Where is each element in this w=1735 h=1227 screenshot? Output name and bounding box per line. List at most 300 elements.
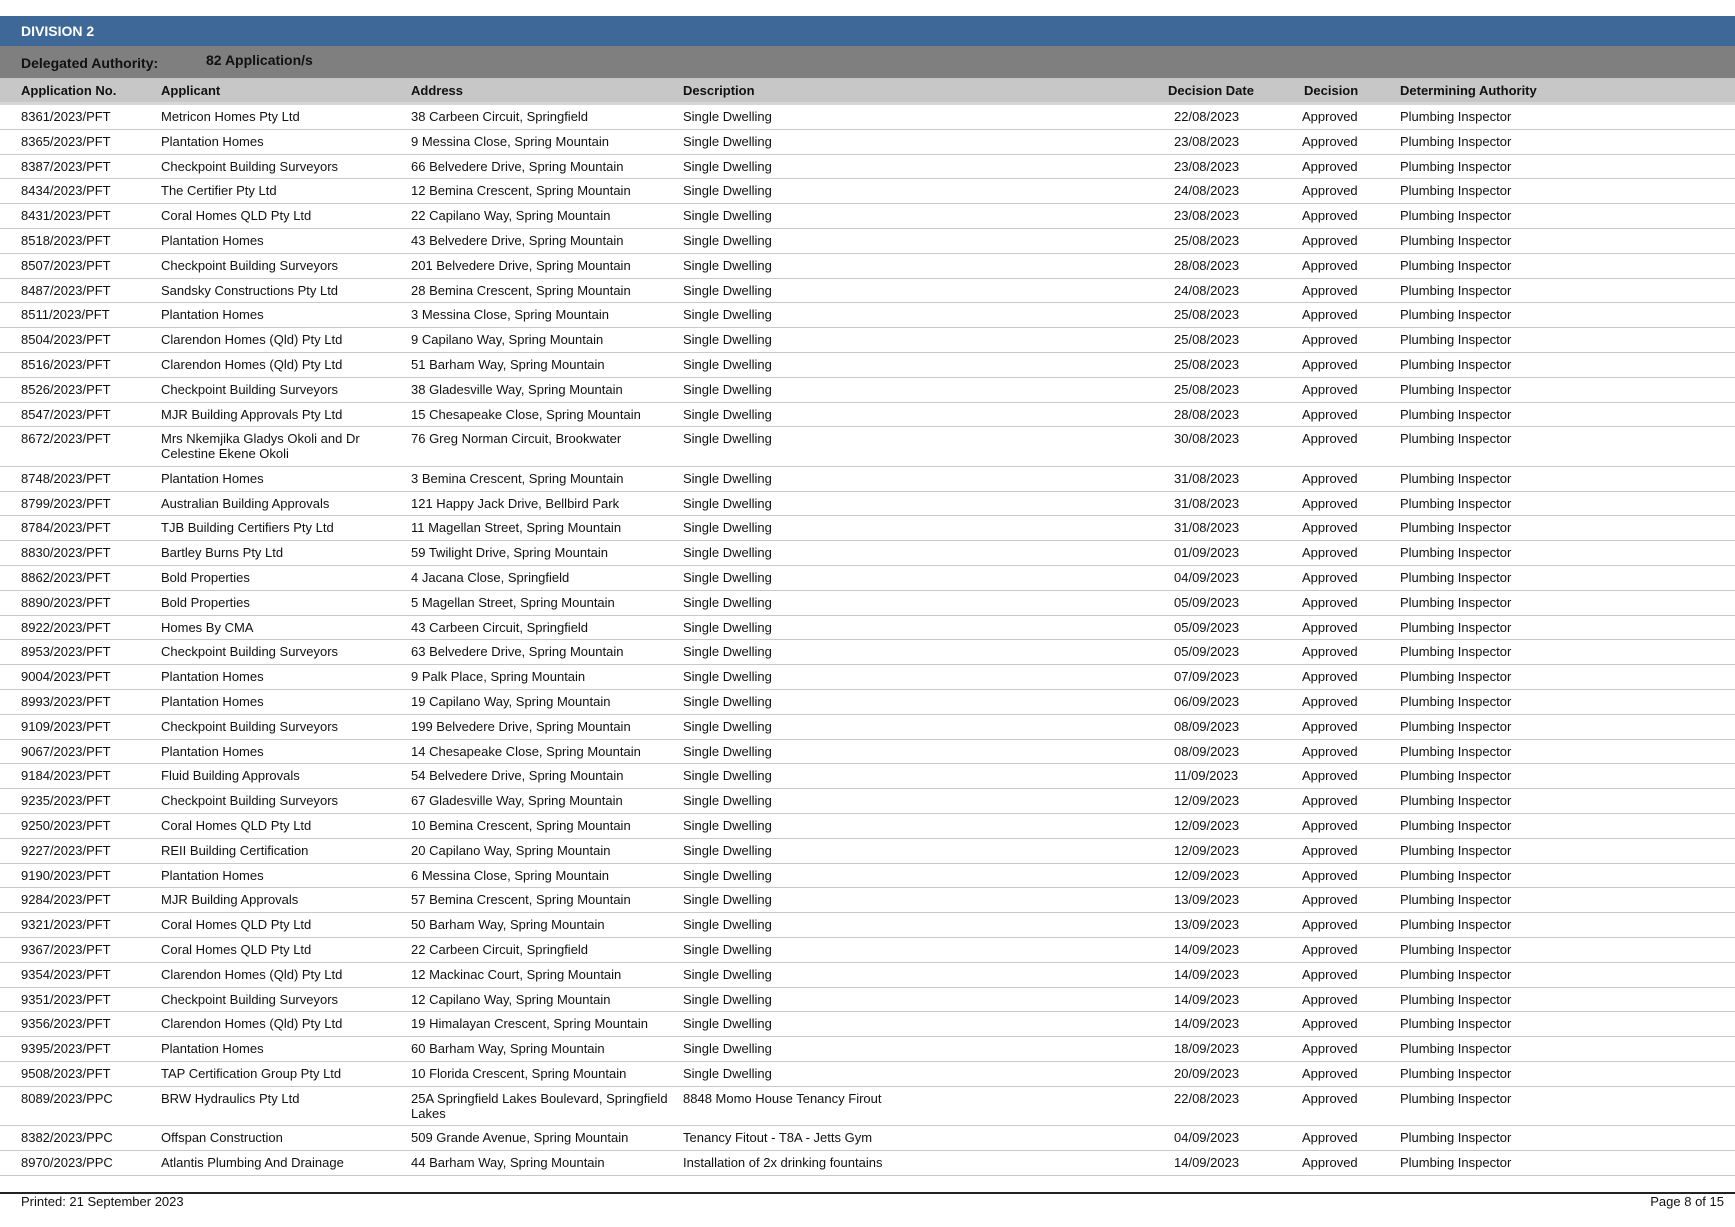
cell-decision: Approved bbox=[1302, 470, 1358, 486]
table-row bbox=[0, 467, 1735, 492]
cell-decision-date: 25/08/2023 bbox=[1174, 381, 1240, 397]
table-row bbox=[0, 403, 1735, 428]
cell-application-no: 9250/2023/PFT bbox=[21, 818, 111, 834]
cell-determining-authority: Plumbing Inspector bbox=[1400, 694, 1512, 710]
cell-decision-date: 28/08/2023 bbox=[1174, 406, 1240, 422]
column-header-decision: Decision bbox=[1304, 83, 1359, 98]
cell-decision-date: 14/09/2023 bbox=[1174, 966, 1240, 982]
cell-decision: Approved bbox=[1302, 232, 1358, 248]
cell-address: 22 Carbeen Circuit, Springfield bbox=[411, 942, 589, 957]
cell-determining-authority: Plumbing Inspector bbox=[1400, 158, 1512, 174]
cell-application-no: 8387/2023/PFT bbox=[21, 158, 111, 174]
table-row bbox=[0, 913, 1735, 938]
cell-determining-authority: Plumbing Inspector bbox=[1400, 232, 1512, 248]
cell-application-no: 8784/2023/PFT bbox=[21, 520, 111, 536]
cell-application-no: 8504/2023/PFT bbox=[21, 332, 111, 348]
cell-description: Single Dwelling bbox=[683, 307, 772, 323]
table-row bbox=[0, 814, 1735, 839]
cell-application-no: 8672/2023/PFT bbox=[21, 431, 111, 447]
cell-description: Single Dwelling bbox=[683, 842, 772, 858]
cell-description: Single Dwelling bbox=[683, 183, 772, 199]
table-row bbox=[0, 130, 1735, 155]
cell-description: Single Dwelling bbox=[683, 917, 772, 933]
cell-applicant: Plantation Homes bbox=[161, 694, 264, 710]
cell-description: Single Dwelling bbox=[683, 570, 772, 586]
cell-decision-date: 08/09/2023 bbox=[1174, 743, 1240, 759]
cell-application-no: 8431/2023/PFT bbox=[21, 208, 111, 224]
cell-description: Tenancy Fitout - T8A - Jetts Gym bbox=[683, 1130, 873, 1146]
cell-decision-date: 25/08/2023 bbox=[1174, 332, 1240, 348]
cell-address: 44 Barham Way, Spring Mountain bbox=[411, 1155, 605, 1171]
cell-determining-authority: Plumbing Inspector bbox=[1400, 1041, 1512, 1057]
cell-determining-authority: Plumbing Inspector bbox=[1400, 892, 1512, 908]
cell-applicant: Clarendon Homes (Qld) Pty Ltd bbox=[161, 332, 343, 348]
cell-application-no: 9004/2023/PFT bbox=[21, 669, 111, 685]
cell-decision-date: 25/08/2023 bbox=[1174, 356, 1240, 372]
cell-decision-date: 12/09/2023 bbox=[1174, 818, 1240, 834]
cell-decision: Approved bbox=[1302, 619, 1358, 635]
cell-address: 51 Barham Way, Spring Mountain bbox=[411, 356, 605, 372]
cell-applicant: Plantation Homes bbox=[161, 743, 264, 759]
cell-determining-authority: Plumbing Inspector bbox=[1400, 183, 1512, 199]
cell-address: 38 Carbeen Circuit, Springfield bbox=[411, 109, 589, 124]
cell-application-no: 9351/2023/PFT bbox=[21, 991, 111, 1007]
cell-address: 76 Greg Norman Circuit, Brookwater bbox=[411, 431, 622, 447]
table-row bbox=[0, 864, 1735, 889]
cell-determining-authority: Plumbing Inspector bbox=[1400, 1016, 1512, 1032]
cell-application-no: 8516/2023/PFT bbox=[21, 356, 111, 372]
cell-address: 66 Belvedere Drive, Spring Mountain bbox=[411, 158, 624, 174]
cell-application-no: 8507/2023/PFT bbox=[21, 257, 111, 273]
cell-description: Single Dwelling bbox=[683, 133, 772, 149]
cell-decision-date: 25/08/2023 bbox=[1174, 307, 1240, 323]
cell-applicant: Plantation Homes bbox=[161, 867, 264, 883]
cell-description: Single Dwelling bbox=[683, 232, 772, 248]
cell-address: 4 Jacana Close, Springfield bbox=[411, 570, 570, 586]
cell-applicant: MJR Building Approvals Pty Ltd bbox=[161, 406, 343, 422]
cell-applicant: Checkpoint Building Surveyors bbox=[161, 158, 339, 174]
cell-application-no: 8953/2023/PFT bbox=[21, 644, 111, 660]
cell-applicant: Plantation Homes bbox=[161, 232, 264, 248]
cell-application-no: 9235/2023/PFT bbox=[21, 793, 111, 809]
cell-description: Single Dwelling bbox=[683, 208, 772, 224]
cell-determining-authority: Plumbing Inspector bbox=[1400, 332, 1512, 348]
cell-description: Single Dwelling bbox=[683, 495, 772, 511]
cell-applicant: Clarendon Homes (Qld) Pty Ltd bbox=[161, 966, 343, 982]
cell-application-no: 9356/2023/PFT bbox=[21, 1016, 111, 1032]
cell-decision: Approved bbox=[1302, 282, 1358, 298]
cell-decision-date: 31/08/2023 bbox=[1174, 495, 1240, 511]
cell-application-no: 8361/2023/PFT bbox=[21, 109, 111, 124]
cell-applicant: Fluid Building Approvals bbox=[161, 768, 300, 784]
cell-decision: Approved bbox=[1302, 991, 1358, 1007]
applications-table-body bbox=[0, 105, 1735, 1176]
table-row bbox=[0, 541, 1735, 566]
cell-decision: Approved bbox=[1302, 1090, 1358, 1106]
cell-decision-date: 22/08/2023 bbox=[1174, 109, 1240, 124]
table-row bbox=[0, 328, 1735, 353]
cell-decision-date: 05/09/2023 bbox=[1174, 619, 1240, 635]
cell-decision: Approved bbox=[1302, 406, 1358, 422]
cell-decision-date: 11/09/2023 bbox=[1174, 768, 1239, 784]
cell-determining-authority: Plumbing Inspector bbox=[1400, 356, 1512, 372]
cell-decision-date: 28/08/2023 bbox=[1174, 257, 1240, 273]
cell-description: Single Dwelling bbox=[683, 991, 772, 1007]
cell-address: 38 Gladesville Way, Spring Mountain bbox=[411, 381, 623, 397]
cell-address: 22 Capilano Way, Spring Mountain bbox=[411, 208, 611, 224]
cell-decision-date: 14/09/2023 bbox=[1174, 991, 1240, 1007]
page-number: Page 8 of 15 bbox=[1650, 1194, 1724, 1209]
cell-address: 15 Chesapeake Close, Spring Mountain bbox=[411, 406, 641, 422]
cell-applicant: Bold Properties bbox=[161, 570, 250, 586]
cell-decision: Approved bbox=[1302, 520, 1358, 536]
cell-applicant: Clarendon Homes (Qld) Pty Ltd bbox=[161, 356, 343, 372]
footer-divider bbox=[0, 1192, 1735, 1194]
table-row bbox=[0, 740, 1735, 765]
cell-application-no: 9508/2023/PFT bbox=[21, 1065, 111, 1081]
cell-applicant: Australian Building Approvals bbox=[161, 495, 330, 511]
cell-address: 43 Belvedere Drive, Spring Mountain bbox=[411, 232, 624, 248]
cell-decision: Approved bbox=[1302, 669, 1358, 685]
cell-determining-authority: Plumbing Inspector bbox=[1400, 917, 1512, 933]
cell-address: 60 Barham Way, Spring Mountain bbox=[411, 1041, 605, 1057]
cell-decision-date: 13/09/2023 bbox=[1174, 917, 1240, 933]
cell-applicant: Offspan Construction bbox=[161, 1130, 283, 1146]
cell-determining-authority: Plumbing Inspector bbox=[1400, 520, 1512, 536]
cell-application-no: 8993/2023/PFT bbox=[21, 694, 111, 710]
cell-address: 12 Bemina Crescent, Spring Mountain bbox=[411, 183, 631, 199]
cell-decision: Approved bbox=[1302, 1016, 1358, 1032]
cell-decision-date: 04/09/2023 bbox=[1174, 570, 1240, 586]
cell-decision: Approved bbox=[1302, 1065, 1358, 1081]
cell-decision: Approved bbox=[1302, 917, 1358, 933]
table-row bbox=[0, 1087, 1735, 1127]
cell-applicant: Clarendon Homes (Qld) Pty Ltd bbox=[161, 1016, 343, 1032]
cell-address: 63 Belvedere Drive, Spring Mountain bbox=[411, 644, 624, 660]
cell-description: Single Dwelling bbox=[683, 718, 772, 734]
cell-applicant: Checkpoint Building Surveyors bbox=[161, 644, 339, 660]
table-row bbox=[0, 229, 1735, 254]
cell-address: 28 Bemina Crescent, Spring Mountain bbox=[411, 282, 631, 298]
cell-decision: Approved bbox=[1302, 694, 1358, 710]
cell-applicant: REII Building Certification bbox=[161, 842, 309, 858]
cell-decision-date: 22/08/2023 bbox=[1174, 1090, 1240, 1106]
cell-address: 12 Capilano Way, Spring Mountain bbox=[411, 991, 611, 1007]
cell-application-no: 8862/2023/PFT bbox=[21, 570, 111, 586]
cell-decision-date: 12/09/2023 bbox=[1174, 867, 1240, 883]
cell-address: 54 Belvedere Drive, Spring Mountain bbox=[411, 768, 624, 784]
cell-determining-authority: Plumbing Inspector bbox=[1400, 133, 1512, 149]
cell-address: 14 Chesapeake Close, Spring Mountain bbox=[411, 743, 641, 759]
cell-applicant: MJR Building Approvals bbox=[161, 892, 299, 908]
cell-address: 20 Capilano Way, Spring Mountain bbox=[411, 842, 611, 858]
table-row bbox=[0, 789, 1735, 814]
cell-address: 5 Magellan Street, Spring Mountain bbox=[411, 594, 615, 610]
cell-description: Single Dwelling bbox=[683, 1065, 772, 1081]
cell-determining-authority: Plumbing Inspector bbox=[1400, 1090, 1512, 1106]
cell-description: Single Dwelling bbox=[683, 644, 772, 660]
cell-decision: Approved bbox=[1302, 842, 1358, 858]
cell-application-no: 9109/2023/PFT bbox=[21, 718, 111, 734]
cell-application-no: 8434/2023/PFT bbox=[21, 183, 111, 199]
cell-application-no: 9395/2023/PFT bbox=[21, 1041, 111, 1057]
cell-application-no: 8382/2023/PPC bbox=[21, 1130, 113, 1146]
cell-decision: Approved bbox=[1302, 356, 1358, 372]
cell-address: 9 Palk Place, Spring Mountain bbox=[411, 669, 586, 685]
cell-description: Single Dwelling bbox=[683, 768, 772, 784]
cell-address: 199 Belvedere Drive, Spring Mountain bbox=[411, 718, 631, 734]
cell-decision-date: 30/08/2023 bbox=[1174, 431, 1240, 447]
cell-applicant: Checkpoint Building Surveyors bbox=[161, 991, 339, 1007]
cell-description: Single Dwelling bbox=[683, 867, 772, 883]
cell-address: 10 Florida Crescent, Spring Mountain bbox=[411, 1065, 627, 1081]
table-row bbox=[0, 254, 1735, 279]
cell-decision-date: 23/08/2023 bbox=[1174, 133, 1240, 149]
table-row bbox=[0, 279, 1735, 304]
column-header-address: Address bbox=[411, 83, 464, 98]
cell-decision-date: 24/08/2023 bbox=[1174, 282, 1240, 298]
cell-application-no: 8547/2023/PFT bbox=[21, 406, 111, 422]
printed-date: Printed: 21 September 2023 bbox=[21, 1194, 184, 1209]
cell-applicant: Sandsky Constructions Pty Ltd bbox=[161, 282, 339, 298]
cell-description: Single Dwelling bbox=[683, 1041, 772, 1057]
cell-address: 121 Happy Jack Drive, Bellbird Park bbox=[411, 495, 620, 511]
cell-applicant: Coral Homes QLD Pty Ltd bbox=[161, 208, 312, 224]
cell-applicant: Coral Homes QLD Pty Ltd bbox=[161, 818, 312, 834]
cell-determining-authority: Plumbing Inspector bbox=[1400, 381, 1512, 397]
cell-application-no: 9227/2023/PFT bbox=[21, 842, 111, 858]
cell-decision: Approved bbox=[1302, 109, 1358, 124]
cell-determining-authority: Plumbing Inspector bbox=[1400, 495, 1512, 511]
cell-determining-authority: Plumbing Inspector bbox=[1400, 619, 1512, 635]
cell-description: Single Dwelling bbox=[683, 1016, 772, 1032]
table-row bbox=[0, 591, 1735, 616]
cell-determining-authority: Plumbing Inspector bbox=[1400, 545, 1512, 561]
cell-determining-authority: Plumbing Inspector bbox=[1400, 743, 1512, 759]
cell-decision: Approved bbox=[1302, 1130, 1358, 1146]
cell-application-no: 8830/2023/PFT bbox=[21, 545, 111, 561]
cell-description: Single Dwelling bbox=[683, 793, 772, 809]
cell-decision-date: 20/09/2023 bbox=[1174, 1065, 1240, 1081]
cell-decision-date: 13/09/2023 bbox=[1174, 892, 1240, 908]
cell-application-no: 9067/2023/PFT bbox=[21, 743, 111, 759]
cell-decision: Approved bbox=[1302, 793, 1358, 809]
cell-determining-authority: Plumbing Inspector bbox=[1400, 594, 1512, 610]
cell-applicant: BRW Hydraulics Pty Ltd bbox=[161, 1090, 300, 1106]
cell-description: Single Dwelling bbox=[683, 381, 772, 397]
cell-address: 509 Grande Avenue, Spring Mountain bbox=[411, 1130, 629, 1146]
cell-application-no: 8518/2023/PFT bbox=[21, 232, 111, 248]
cell-application-no: 9190/2023/PFT bbox=[21, 867, 111, 883]
cell-address: 9 Capilano Way, Spring Mountain bbox=[411, 332, 604, 348]
table-row bbox=[0, 1012, 1735, 1037]
cell-applicant: Plantation Homes bbox=[161, 307, 264, 323]
cell-decision-date: 14/09/2023 bbox=[1174, 942, 1240, 957]
cell-decision: Approved bbox=[1302, 133, 1358, 149]
cell-decision: Approved bbox=[1302, 1155, 1358, 1171]
cell-decision: Approved bbox=[1302, 644, 1358, 660]
cell-determining-authority: Plumbing Inspector bbox=[1400, 718, 1512, 734]
cell-determining-authority: Plumbing Inspector bbox=[1400, 966, 1512, 982]
cell-decision: Approved bbox=[1302, 966, 1358, 982]
cell-description: Single Dwelling bbox=[683, 743, 772, 759]
cell-description: Single Dwelling bbox=[683, 470, 772, 486]
cell-decision-date: 12/09/2023 bbox=[1174, 842, 1240, 858]
cell-decision-date: 08/09/2023 bbox=[1174, 718, 1240, 734]
table-row bbox=[0, 105, 1735, 130]
cell-decision: Approved bbox=[1302, 892, 1358, 908]
cell-decision-date: 06/09/2023 bbox=[1174, 694, 1240, 710]
cell-determining-authority: Plumbing Inspector bbox=[1400, 307, 1512, 323]
cell-description: Single Dwelling bbox=[683, 594, 772, 610]
cell-decision-date: 04/09/2023 bbox=[1174, 1130, 1240, 1146]
cell-determining-authority: Plumbing Inspector bbox=[1400, 669, 1512, 685]
cell-decision-date: 07/09/2023 bbox=[1174, 669, 1240, 685]
cell-application-no: 9321/2023/PFT bbox=[21, 917, 111, 933]
column-header-description: Description bbox=[683, 83, 755, 98]
cell-decision: Approved bbox=[1302, 867, 1358, 883]
cell-decision: Approved bbox=[1302, 768, 1358, 784]
cell-applicant: Atlantis Plumbing And Drainage bbox=[161, 1155, 344, 1171]
cell-address: 67 Gladesville Way, Spring Mountain bbox=[411, 793, 623, 809]
table-row bbox=[0, 353, 1735, 378]
cell-determining-authority: Plumbing Inspector bbox=[1400, 867, 1512, 883]
cell-applicant: Plantation Homes bbox=[161, 133, 264, 149]
table-header bbox=[0, 78, 1735, 102]
cell-description: Single Dwelling bbox=[683, 892, 772, 908]
cell-address: 57 Bemina Crescent, Spring Mountain bbox=[411, 892, 631, 908]
cell-decision: Approved bbox=[1302, 570, 1358, 586]
cell-determining-authority: Plumbing Inspector bbox=[1400, 1065, 1512, 1081]
cell-applicant: Bartley Burns Pty Ltd bbox=[161, 545, 284, 561]
cell-decision-date: 25/08/2023 bbox=[1174, 232, 1240, 248]
cell-description: Single Dwelling bbox=[683, 619, 772, 635]
cell-address: 19 Capilano Way, Spring Mountain bbox=[411, 694, 611, 710]
cell-description: Single Dwelling bbox=[683, 694, 772, 710]
table-row bbox=[0, 963, 1735, 988]
cell-decision: Approved bbox=[1302, 594, 1358, 610]
cell-determining-authority: Plumbing Inspector bbox=[1400, 793, 1512, 809]
cell-address: 3 Bemina Crescent, Spring Mountain bbox=[411, 470, 624, 486]
table-row bbox=[0, 888, 1735, 913]
cell-applicant: Checkpoint Building Surveyors bbox=[161, 718, 339, 734]
cell-description: Single Dwelling bbox=[683, 356, 772, 372]
cell-address: 6 Messina Close, Spring Mountain bbox=[411, 867, 609, 883]
cell-applicant: Mrs Nkemjika Gladys Okoli and Dr Celestine Ekene Okoli bbox=[161, 431, 360, 462]
cell-application-no: 8487/2023/PFT bbox=[21, 282, 111, 298]
cell-address: 11 Magellan Street, Spring Mountain bbox=[411, 520, 622, 536]
cell-application-no: 8511/2023/PFT bbox=[21, 307, 110, 323]
cell-applicant: Bold Properties bbox=[161, 594, 250, 610]
column-header-applicant: Applicant bbox=[161, 83, 221, 98]
cell-applicant: Coral Homes QLD Pty Ltd bbox=[161, 942, 312, 957]
cell-determining-authority: Plumbing Inspector bbox=[1400, 406, 1512, 422]
column-header-decision-date: Decision Date bbox=[1168, 83, 1254, 98]
cell-determining-authority: Plumbing Inspector bbox=[1400, 257, 1512, 273]
cell-decision: Approved bbox=[1302, 332, 1358, 348]
cell-decision: Approved bbox=[1302, 718, 1358, 734]
cell-address: 9 Messina Close, Spring Mountain bbox=[411, 133, 609, 149]
table-row bbox=[0, 492, 1735, 517]
cell-description: Single Dwelling bbox=[683, 257, 772, 273]
cell-determining-authority: Plumbing Inspector bbox=[1400, 570, 1512, 586]
table-row bbox=[0, 715, 1735, 740]
table-row bbox=[0, 665, 1735, 690]
cell-description: Single Dwelling bbox=[683, 545, 772, 561]
cell-determining-authority: Plumbing Inspector bbox=[1400, 991, 1512, 1007]
cell-address: 50 Barham Way, Spring Mountain bbox=[411, 917, 605, 933]
cell-determining-authority: Plumbing Inspector bbox=[1400, 109, 1512, 124]
cell-decision-date: 23/08/2023 bbox=[1174, 208, 1240, 224]
table-row bbox=[0, 1037, 1735, 1062]
cell-applicant: Homes By CMA bbox=[161, 619, 254, 635]
cell-decision: Approved bbox=[1302, 208, 1358, 224]
table-row bbox=[0, 764, 1735, 789]
cell-decision: Approved bbox=[1302, 1041, 1358, 1057]
cell-description: Single Dwelling bbox=[683, 818, 772, 834]
cell-address: 25A Springfield Lakes Boulevard, Springfield Lakes bbox=[411, 1090, 668, 1121]
cell-application-no: 8089/2023/PPC bbox=[21, 1090, 113, 1106]
cell-decision: Approved bbox=[1302, 743, 1358, 759]
cell-determining-authority: Plumbing Inspector bbox=[1400, 842, 1512, 858]
cell-applicant: TAP Certification Group Pty Ltd bbox=[161, 1065, 342, 1081]
application-count: 82 Application/s bbox=[206, 52, 313, 68]
cell-application-no: 9184/2023/PFT bbox=[21, 768, 111, 784]
cell-decision: Approved bbox=[1302, 942, 1358, 957]
table-row bbox=[0, 616, 1735, 641]
cell-description: Single Dwelling bbox=[683, 431, 772, 447]
table-row bbox=[0, 690, 1735, 715]
cell-description: Single Dwelling bbox=[683, 406, 772, 422]
cell-description: Single Dwelling bbox=[683, 966, 772, 982]
cell-description: Single Dwelling bbox=[683, 520, 772, 536]
cell-decision: Approved bbox=[1302, 431, 1358, 447]
cell-description: Single Dwelling bbox=[683, 158, 772, 174]
cell-description: Single Dwelling bbox=[683, 109, 772, 124]
cell-decision: Approved bbox=[1302, 545, 1358, 561]
cell-description: Installation of 2x drinking fountains bbox=[683, 1155, 883, 1171]
cell-decision: Approved bbox=[1302, 818, 1358, 834]
table-row bbox=[0, 179, 1735, 204]
cell-decision-date: 05/09/2023 bbox=[1174, 644, 1240, 660]
cell-address: 19 Himalayan Crescent, Spring Mountain bbox=[411, 1016, 649, 1032]
cell-decision-date: 01/09/2023 bbox=[1174, 545, 1240, 561]
cell-applicant: The Certifier Pty Ltd bbox=[161, 183, 277, 199]
cell-decision: Approved bbox=[1302, 381, 1358, 397]
cell-determining-authority: Plumbing Inspector bbox=[1400, 1155, 1512, 1171]
table-row bbox=[0, 1062, 1735, 1087]
division-title-bar bbox=[0, 16, 1735, 46]
cell-decision-date: 18/09/2023 bbox=[1174, 1041, 1240, 1057]
cell-decision: Approved bbox=[1302, 158, 1358, 174]
cell-address: 59 Twilight Drive, Spring Mountain bbox=[411, 545, 609, 561]
cell-decision: Approved bbox=[1302, 183, 1358, 199]
cell-applicant: Metricon Homes Pty Ltd bbox=[161, 109, 300, 124]
cell-description: Single Dwelling bbox=[683, 282, 772, 298]
cell-decision-date: 31/08/2023 bbox=[1174, 520, 1240, 536]
table-row bbox=[0, 1151, 1735, 1176]
authority-summary-bar bbox=[0, 46, 1735, 78]
table-row bbox=[0, 204, 1735, 229]
cell-determining-authority: Plumbing Inspector bbox=[1400, 768, 1512, 784]
cell-decision-date: 24/08/2023 bbox=[1174, 183, 1240, 199]
cell-decision: Approved bbox=[1302, 495, 1358, 511]
column-header-application-no: Application No. bbox=[21, 83, 117, 98]
cell-description: Single Dwelling bbox=[683, 669, 772, 685]
cell-application-no: 8526/2023/PFT bbox=[21, 381, 111, 397]
cell-determining-authority: Plumbing Inspector bbox=[1400, 470, 1512, 486]
cell-decision-date: 23/08/2023 bbox=[1174, 158, 1240, 174]
